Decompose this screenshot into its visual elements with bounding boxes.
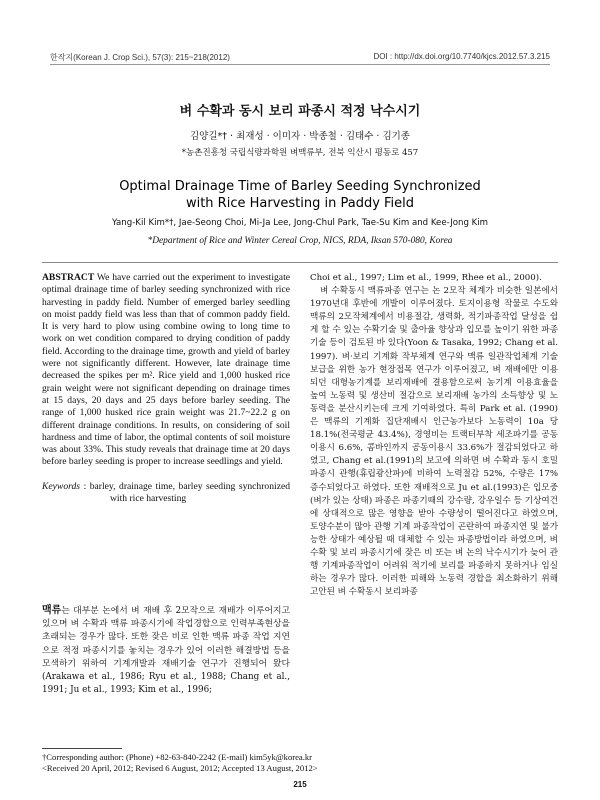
english-title-line2: with Rice Harvesting in Paddy Field <box>185 196 415 211</box>
abstract-label: ABSTRACT <box>42 272 95 283</box>
korean-affiliation: *농촌진흥청 국립식량과학원 벼맥류부, 전북 익산시 평동로 457 <box>181 148 419 158</box>
doi-link[interactable]: DOI : http://dx.doi.org/10.7740/kjcs.2012.57.3.215 <box>373 52 550 61</box>
footnote <box>42 752 558 774</box>
footnote-rule <box>42 748 122 749</box>
intro-text: 는 대부분 논에서 벼 재배 후 2모작으로 재배가 이루어지고 있으며 벼 수확과 맥류 파종시기에 작업경합으로 인력부족현상을 초래되는 경우가 많다. 또한 잦은 비로 인한 맥류 파종 작업 지연으로 적정 파종시기를 놓치는 경우가 있어 이러한 해결방법 등을 모색하기 위하여 기계개발과 재배기술 연구가 진행되어 왔다(Arakawa et al., 1986; Ryu et al., 1988; Chang et al., 1991; Ju et al., 1993; Kim et al., 1996; <box>42 606 290 696</box>
abstract <box>42 272 290 469</box>
section-rule <box>42 262 558 263</box>
abstract-column <box>42 272 290 505</box>
keywords-text: : barley, drainage time, barley seeding synchronized with rice harvesting <box>83 480 291 505</box>
english-title-line1: Optimal Drainage Time of Barley Seeding Synchronized <box>119 179 481 194</box>
introduction <box>42 604 290 697</box>
right-column <box>310 272 558 599</box>
page-number: 215 <box>293 780 307 789</box>
right-paragraph-1: Choi et al., 1997; Lim et al., 1999, Rhee et al., 2000). <box>310 273 542 283</box>
keywords <box>42 481 290 506</box>
received-dates: <Received 20 April, 2012; Revised 6 August, 2012; Accepted 13 August, 2012> <box>42 763 318 773</box>
keywords-label: Keywords <box>42 480 81 492</box>
corresponding-author: †Corresponding author: (Phone) +82-63-840-2242 (E-mail) kim5yk@korea.kr <box>42 752 313 762</box>
abstract-text: We have carried out the experiment to investigate optimal drainage time of barley seeding synchronized with rice harvesting in paddy field. Number of emerged barley seedling on moist paddy field was less than that of common paddy field. It is very hard to plow using combine owing to long time to work on wet condition compared to drying condition of paddy field. According to the drainage time, growth and yield of barley were not significantly different. However, late drainage time decreased the spikes per m². Rice yield and 1,000 husked rice grain weight were not significant depending on drainage times at 15 days, 20 days and 25 days before barley seeding. The range of 1,000 husked rice grain weight was 21.7~22.2 g on different drainage conditions. In results, on considering of soil hardness and time of labor, the optimal contents of soil moisture was about 33%. This study reveals that drainage time at 20 days before barley seeding is proper to increase seedlings and yield. <box>42 272 290 468</box>
intro-lead: 맥류 <box>42 605 62 616</box>
right-paragraph-2: 벼 수확동시 맥류파종 연구는 논 2모작 체계가 비슷한 일본에서 1970년대 후반에 개발이 이루어졌다. 토지이용형 작물로 수도와 맥류의 2모작체계에서 비용절감, 생력화, 적기파종작업 달성을 쉽게 할 수 있는 수확기술 및 출아율 향상과 입모를 높이기 위한 파종기술 등이 검토된 바 있다(Yoon & Tasaka, 1992; Chang et al. 1997). 벼·보리 기계화 작부체계 연구와 맥류 일관작업체계 기술보급을 위한 농가 현장접목 연구가 이루어졌고, 벼 재배에만 이용되던 대형농기계를 보리재배에 결용함으로써 농기계 이용효율을 높여 노동력 및 생산비 절감으로 보리재배 농가의 소득향상 및 노동력을 분산시키는데 크게 기여하였다. 특히 Park et al. (1990)은 맥류의 기계화 집단재배시 인근농가보다 노동력이 10a 당 18.1%(전국평균 43.4%), 경영비는 트랙터부착 세조파기를 공동이용시 6.6%, 콤바인까지 공동이용시 33.6%가 절감되었다고 하였고, Chang et al.(1991)의 보고에 의하면 벼 수확과 동시 호밀파종시 관행(휴립광산파)에 비하여 노력절감 52%, 수량은 17% 증수되었다고 하였다. 또한 재배적으로 Ju et al.(1993)은 입모중(벼가 있는 상태) 파종은 파종기때의 강수량, 강우일수 등 기상여건에 상대적으로 많은 영향을 받아 수량성이 떨어진다고 하였으며, 토양수분이 많아 관행 기계 파종작업이 곤란하여 파종지연 및 불가능한 상태가 예상될 때 대체할 수 있는 파종방법이라 하였으며, 벼 수확 및 보리 파종시기에 잦은 비 또는 벼 논의 낙수시기가 늦어 관행 기계파종작업이 어려워 적기에 보리를 파종하지 못하거나 임실하는 경우가 많다. 이러한 피해와 노동력 경합을 최소화하기 위해 고안된 벼 수확동시 보리파종 <box>310 286 558 598</box>
english-affiliation: *Department of Rice and Winter Cereal Crop, NICS, RDA, Iksan 570-080, Korea <box>147 236 453 246</box>
english-authors: Yang-Kil Kim*†, Jae-Seong Choi, Mi-Ja Lee, Jong-Chul Park, Tae-Su Kim and Kee-Jong Kim <box>111 218 489 228</box>
korean-authors: 김양길*† · 최재성 · 이미자 · 박종철 · 김태수 · 김기종 <box>190 131 410 142</box>
header-rule <box>50 64 550 65</box>
english-title <box>0 178 600 212</box>
korean-title: 벼 수확과 동시 보리 파종시 적정 낙수시기 <box>179 104 421 119</box>
journal-citation: 한작지(Korean J. Crop Sci.), 57(3): 215~218(2012) <box>50 53 230 62</box>
